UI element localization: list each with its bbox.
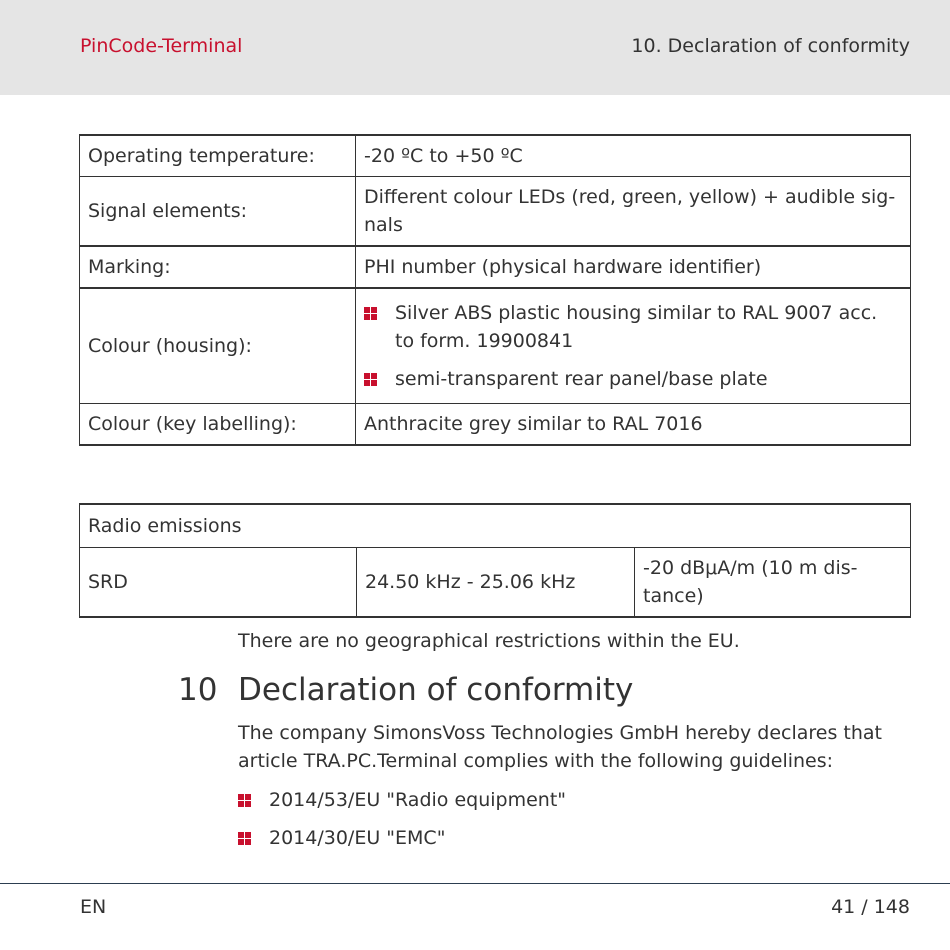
- spec-value: -20 ºC to +50 ºC: [356, 135, 911, 177]
- list-item: [238, 786, 566, 814]
- table-row: [80, 177, 911, 247]
- table-row: [80, 135, 911, 177]
- radio-frequency: 24.50 kHz - 25.06 kHz: [357, 548, 635, 618]
- guideline-text: 2014/53/EU "Radio equipment": [269, 789, 567, 811]
- spec-key: Marking:: [80, 246, 356, 288]
- section-heading: [178, 672, 633, 708]
- table-row: [80, 288, 911, 404]
- chapter-title: 10. Declaration of conformity: [631, 35, 910, 57]
- section-title: Declaration of conformity: [238, 672, 634, 708]
- spec-key: Colour (housing):: [80, 288, 356, 404]
- spec-value: Anthracite grey similar to RAL 7016: [356, 404, 911, 446]
- list-item: [238, 824, 566, 852]
- radio-level: -20 dBμA/m (10 m dis-tance): [635, 548, 911, 618]
- square-bullet-icon: [364, 373, 377, 386]
- footer-language: EN: [80, 896, 107, 918]
- section-number: 10: [178, 672, 218, 708]
- list-item: [364, 299, 902, 355]
- square-bullet-icon: [364, 307, 377, 320]
- list-item-text: semi-transparent rear panel/base plate: [395, 368, 768, 390]
- radio-table-heading: Radio emissions: [80, 504, 911, 548]
- spec-key: Operating temperature:: [80, 135, 356, 177]
- guideline-text: 2014/30/EU "EMC": [269, 827, 446, 849]
- list-item: [364, 365, 902, 393]
- spec-key: Colour (key labelling):: [80, 404, 356, 446]
- list-item-text: Silver ABS plastic housing similar to RAL 9007 acc. to form. 19900841: [395, 302, 878, 352]
- table-row: [80, 246, 911, 288]
- spec-value: Different colour LEDs (red, green, yellow) + audible sig-nals: [356, 177, 911, 247]
- brand-title: PinCode-Terminal: [80, 35, 243, 57]
- guidelines-list: [238, 786, 566, 862]
- page-number: 41 / 148: [831, 896, 910, 918]
- table-row: [80, 504, 911, 548]
- table-row: [80, 548, 911, 618]
- housing-colour-list: [364, 299, 902, 393]
- radio-emissions-table: [79, 503, 911, 618]
- square-bullet-icon: [238, 832, 251, 845]
- table-row: [80, 404, 911, 446]
- geo-note: There are no geographical restrictions within the EU.: [238, 630, 740, 652]
- footer-divider: [0, 883, 950, 884]
- spec-key: Signal elements:: [80, 177, 356, 247]
- square-bullet-icon: [238, 794, 251, 807]
- section-intro: The company SimonsVoss Technologies GmbH hereby declares that article TRA.PC.Terminal complies with the following guidelines:: [238, 722, 882, 772]
- page-header: [0, 0, 950, 95]
- radio-type: SRD: [80, 548, 357, 618]
- spec-value: PHI number (physical hardware identifier): [356, 246, 911, 288]
- spec-table: [79, 134, 911, 446]
- spec-value-list: [356, 288, 911, 404]
